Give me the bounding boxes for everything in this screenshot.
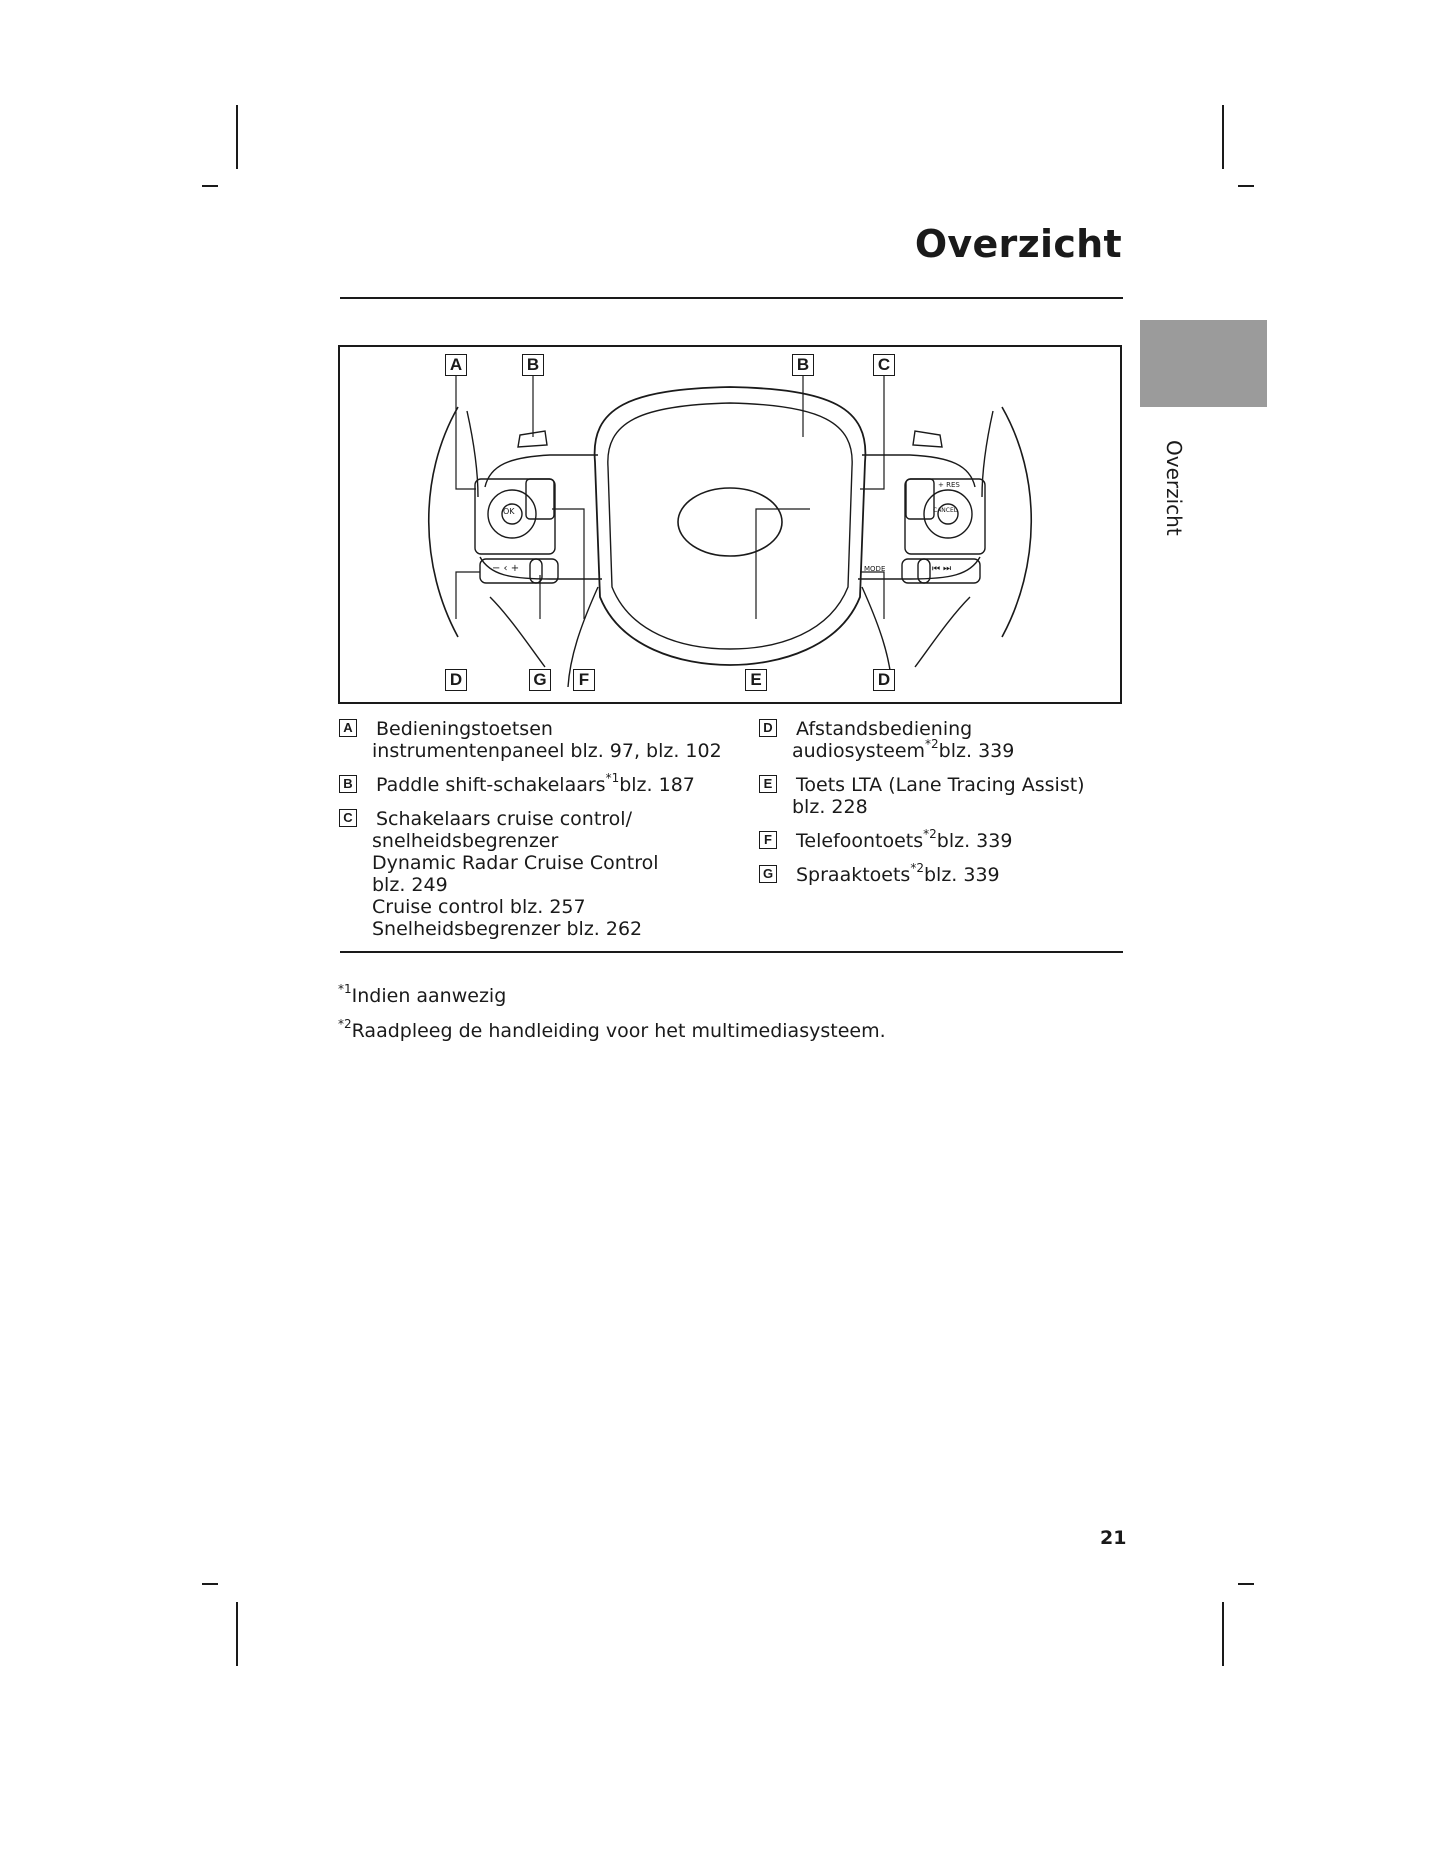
legend-d-line-2: audiosysteem	[792, 740, 926, 762]
legend-c-line-5: Cruise control blz. 257	[372, 896, 586, 918]
legend-c-line-3: Dynamic Radar Cruise Control	[372, 852, 659, 874]
crop-mark	[202, 185, 218, 187]
legend-d-line-1: Afstandsbediening	[796, 718, 973, 740]
crop-mark	[236, 1602, 238, 1666]
callout-a: A	[445, 354, 467, 376]
legend-g-ref: blz. 339	[923, 864, 1000, 886]
res-button-label: + RES	[938, 481, 960, 489]
emblem-oval	[678, 488, 782, 556]
legend-badge-d: D	[759, 719, 777, 737]
crop-mark	[1222, 105, 1224, 169]
steering-wheel-figure	[338, 345, 1122, 704]
legend-left	[338, 718, 738, 952]
legend-f-text: Telefoontoets	[796, 830, 924, 852]
legend-right	[758, 718, 1123, 898]
legend-badge-a: A	[339, 719, 357, 737]
legend-item-d	[758, 718, 1123, 762]
legend-badge-e: E	[759, 775, 777, 793]
page-title: Overzicht	[914, 222, 1122, 266]
callout-g: G	[529, 669, 551, 691]
callout-c: C	[873, 354, 895, 376]
callout-d-right: D	[873, 669, 895, 691]
crop-mark	[236, 105, 238, 169]
footnote-1-mark: *1	[338, 981, 352, 996]
legend-item-e	[758, 774, 1123, 818]
legend-b-ref: blz. 187	[619, 774, 695, 796]
steering-wheel-illustration	[340, 347, 1120, 702]
volume-button-label: − ‹ +	[492, 563, 520, 574]
ok-button-label: OK	[503, 507, 515, 516]
right-cruise-dial	[924, 490, 972, 538]
wheel-hub	[595, 387, 866, 665]
legend-c-line-1: Schakelaars cruise control/	[376, 808, 632, 830]
mode-button-label: MODE	[864, 565, 886, 573]
legend-item-g	[758, 860, 1123, 886]
legend-c-line-6: Snelheidsbegrenzer blz. 262	[372, 918, 643, 940]
callout-e: E	[745, 669, 767, 691]
legend-c-line-2: snelheidsbegrenzer	[372, 830, 559, 852]
legend-d-ref: blz. 339	[938, 740, 1015, 762]
wheel-rim-right	[1002, 407, 1031, 637]
section-tab	[1140, 320, 1267, 407]
legend-e-line-2: blz. 228	[792, 796, 868, 818]
footnote-1	[338, 981, 507, 1007]
footnote-2-text: Raadpleeg de handleiding voor het multimediasysteem.	[351, 1020, 886, 1042]
legend-a-line-1: Bedieningstoetsen	[376, 718, 553, 740]
right-paddle	[913, 431, 942, 447]
legend-bottom-rule	[340, 951, 1123, 953]
crop-mark	[1238, 185, 1254, 187]
crop-mark	[202, 1583, 218, 1585]
legend-badge-b: B	[339, 775, 357, 793]
legend-f-sup: *2	[923, 826, 937, 841]
crop-mark	[1238, 1583, 1254, 1585]
callout-b-left: B	[522, 354, 544, 376]
legend-item-f	[758, 826, 1123, 852]
legend-g-sup: *2	[910, 860, 924, 875]
footnote-2-mark: *2	[338, 1016, 352, 1031]
page-number: 21	[1100, 1527, 1127, 1549]
section-tab-label: Overzicht	[1162, 440, 1186, 536]
legend-b-sup: *1	[605, 770, 620, 785]
legend-g-text: Spraaktoets	[796, 864, 911, 886]
legend-e-line-1: Toets LTA (Lane Tracing Assist)	[796, 774, 1085, 796]
cancel-button-label: CANCEL	[933, 507, 958, 514]
callout-b-right: B	[792, 354, 814, 376]
footnote-2	[338, 1016, 886, 1042]
legend-item-c	[338, 808, 738, 940]
legend-badge-c: C	[339, 809, 357, 827]
legend-item-a	[338, 718, 738, 762]
legend-badge-f: F	[759, 831, 777, 849]
wheel-rim-left	[429, 407, 458, 637]
legend-b-text: Paddle shift-schakelaars	[376, 774, 606, 796]
callout-d-left: D	[445, 669, 467, 691]
legend-d-sup: *2	[925, 736, 939, 751]
crop-mark	[1222, 1602, 1224, 1666]
callout-f: F	[573, 669, 595, 691]
legend-item-b	[338, 770, 738, 796]
footnote-1-text: Indien aanwezig	[351, 985, 507, 1007]
legend-c-line-4: blz. 249	[372, 874, 448, 896]
title-rule	[340, 297, 1123, 299]
legend-a-line-2: instrumentenpaneel blz. 97, blz. 102	[372, 740, 722, 762]
legend-f-ref: blz. 339	[936, 830, 1013, 852]
legend-badge-g: G	[759, 865, 777, 883]
skip-button-label: ⏮ ⏭	[932, 564, 952, 574]
